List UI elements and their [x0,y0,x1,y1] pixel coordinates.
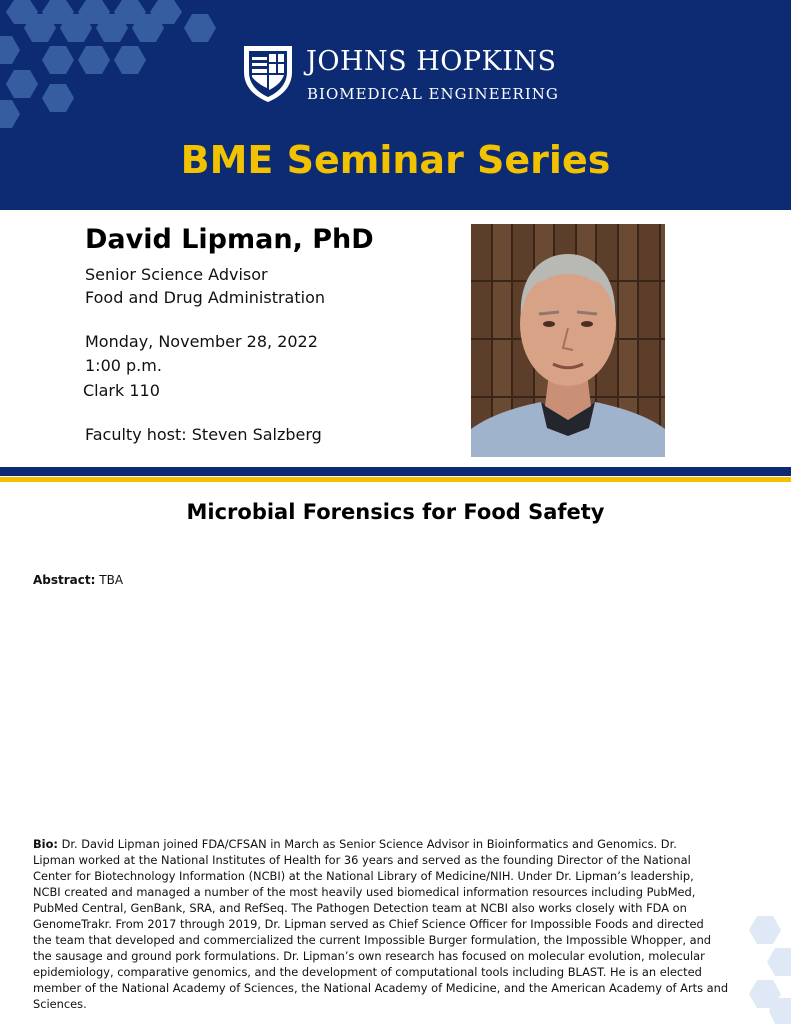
seminar-series-title: BME Seminar Series [180,138,611,182]
speaker-photo [471,224,665,457]
abstract [33,573,123,587]
bio-line: Bio: Dr. David Lipman joined FDA/CFSAN in March as Senior Science Advisor in Bioinformatics and Genomics. Dr. [33,837,677,851]
jhu-bme-logo [240,42,560,112]
bio-line: Lipman worked at the National Institutes of Health for 36 years and served as the founding Director of the National [33,853,691,867]
divider-navy-band [0,467,791,476]
bio-line: Center for Biotechnology Information (NCBI) at the National Library of Medicine/NIH. Under Dr. Lipman’s leadership, [33,869,694,883]
bio-paragraph [33,836,753,1012]
bio-line: PubMed Central, GenBank, SRA, and RefSeq. The Pathogen Detection team at NCBI also works closely with FDA on [33,901,687,915]
bio-line: the sausage and ground pork formulations. Dr. Lipman’s own research has focused on molecular evolution, molecular [33,949,705,963]
event-date: Monday, November 28, 2022 [85,332,318,351]
shield-icon [240,42,296,104]
logo-subtitle: BIOMEDICAL ENGINEERING [307,85,559,103]
event-time: 1:00 p.m. [85,356,162,375]
speaker-organization: Food and Drug Administration [85,288,325,307]
header-banner [0,0,791,210]
bio-line: member of the National Academy of Sciences, the National Academy of Medicine, and the American Academy of Arts and [33,981,729,995]
bio-line: Sciences. [33,997,87,1011]
bio-line: epidemiology, comparative genomics, and the development of computational tools including BLAST. He is an elected [33,965,702,979]
bio-line: the team that developed and commercialized the current Impossible Burger formulation, the Impossible Whopper, and [33,933,712,947]
event-location: Clark 110 [83,381,160,400]
bio-line: NCBI created and managed a number of the most heavily used biomedical information resources including PubMed, [33,885,696,899]
speaker-title: Senior Science Advisor [85,265,268,284]
abstract-text: TBA [99,573,124,587]
abstract-label: Abstract: [33,573,96,587]
talk-title: Microbial Forensics for Food Safety [186,500,605,524]
bio-line: GenomeTrakr. From 2017 through 2019, Dr. Lipman served as Chief Science Officer for Impossible Foods and directed [33,917,704,931]
bio-label: Bio: [33,837,58,851]
logo-wordmark: JOHNS HOPKINS [306,46,557,77]
speaker-name: David Lipman, PhD [85,224,374,255]
divider-gold-band [0,477,791,482]
faculty-host: Faculty host: Steven Salzberg [85,425,322,444]
hexagon-pattern-decoration [0,0,240,130]
